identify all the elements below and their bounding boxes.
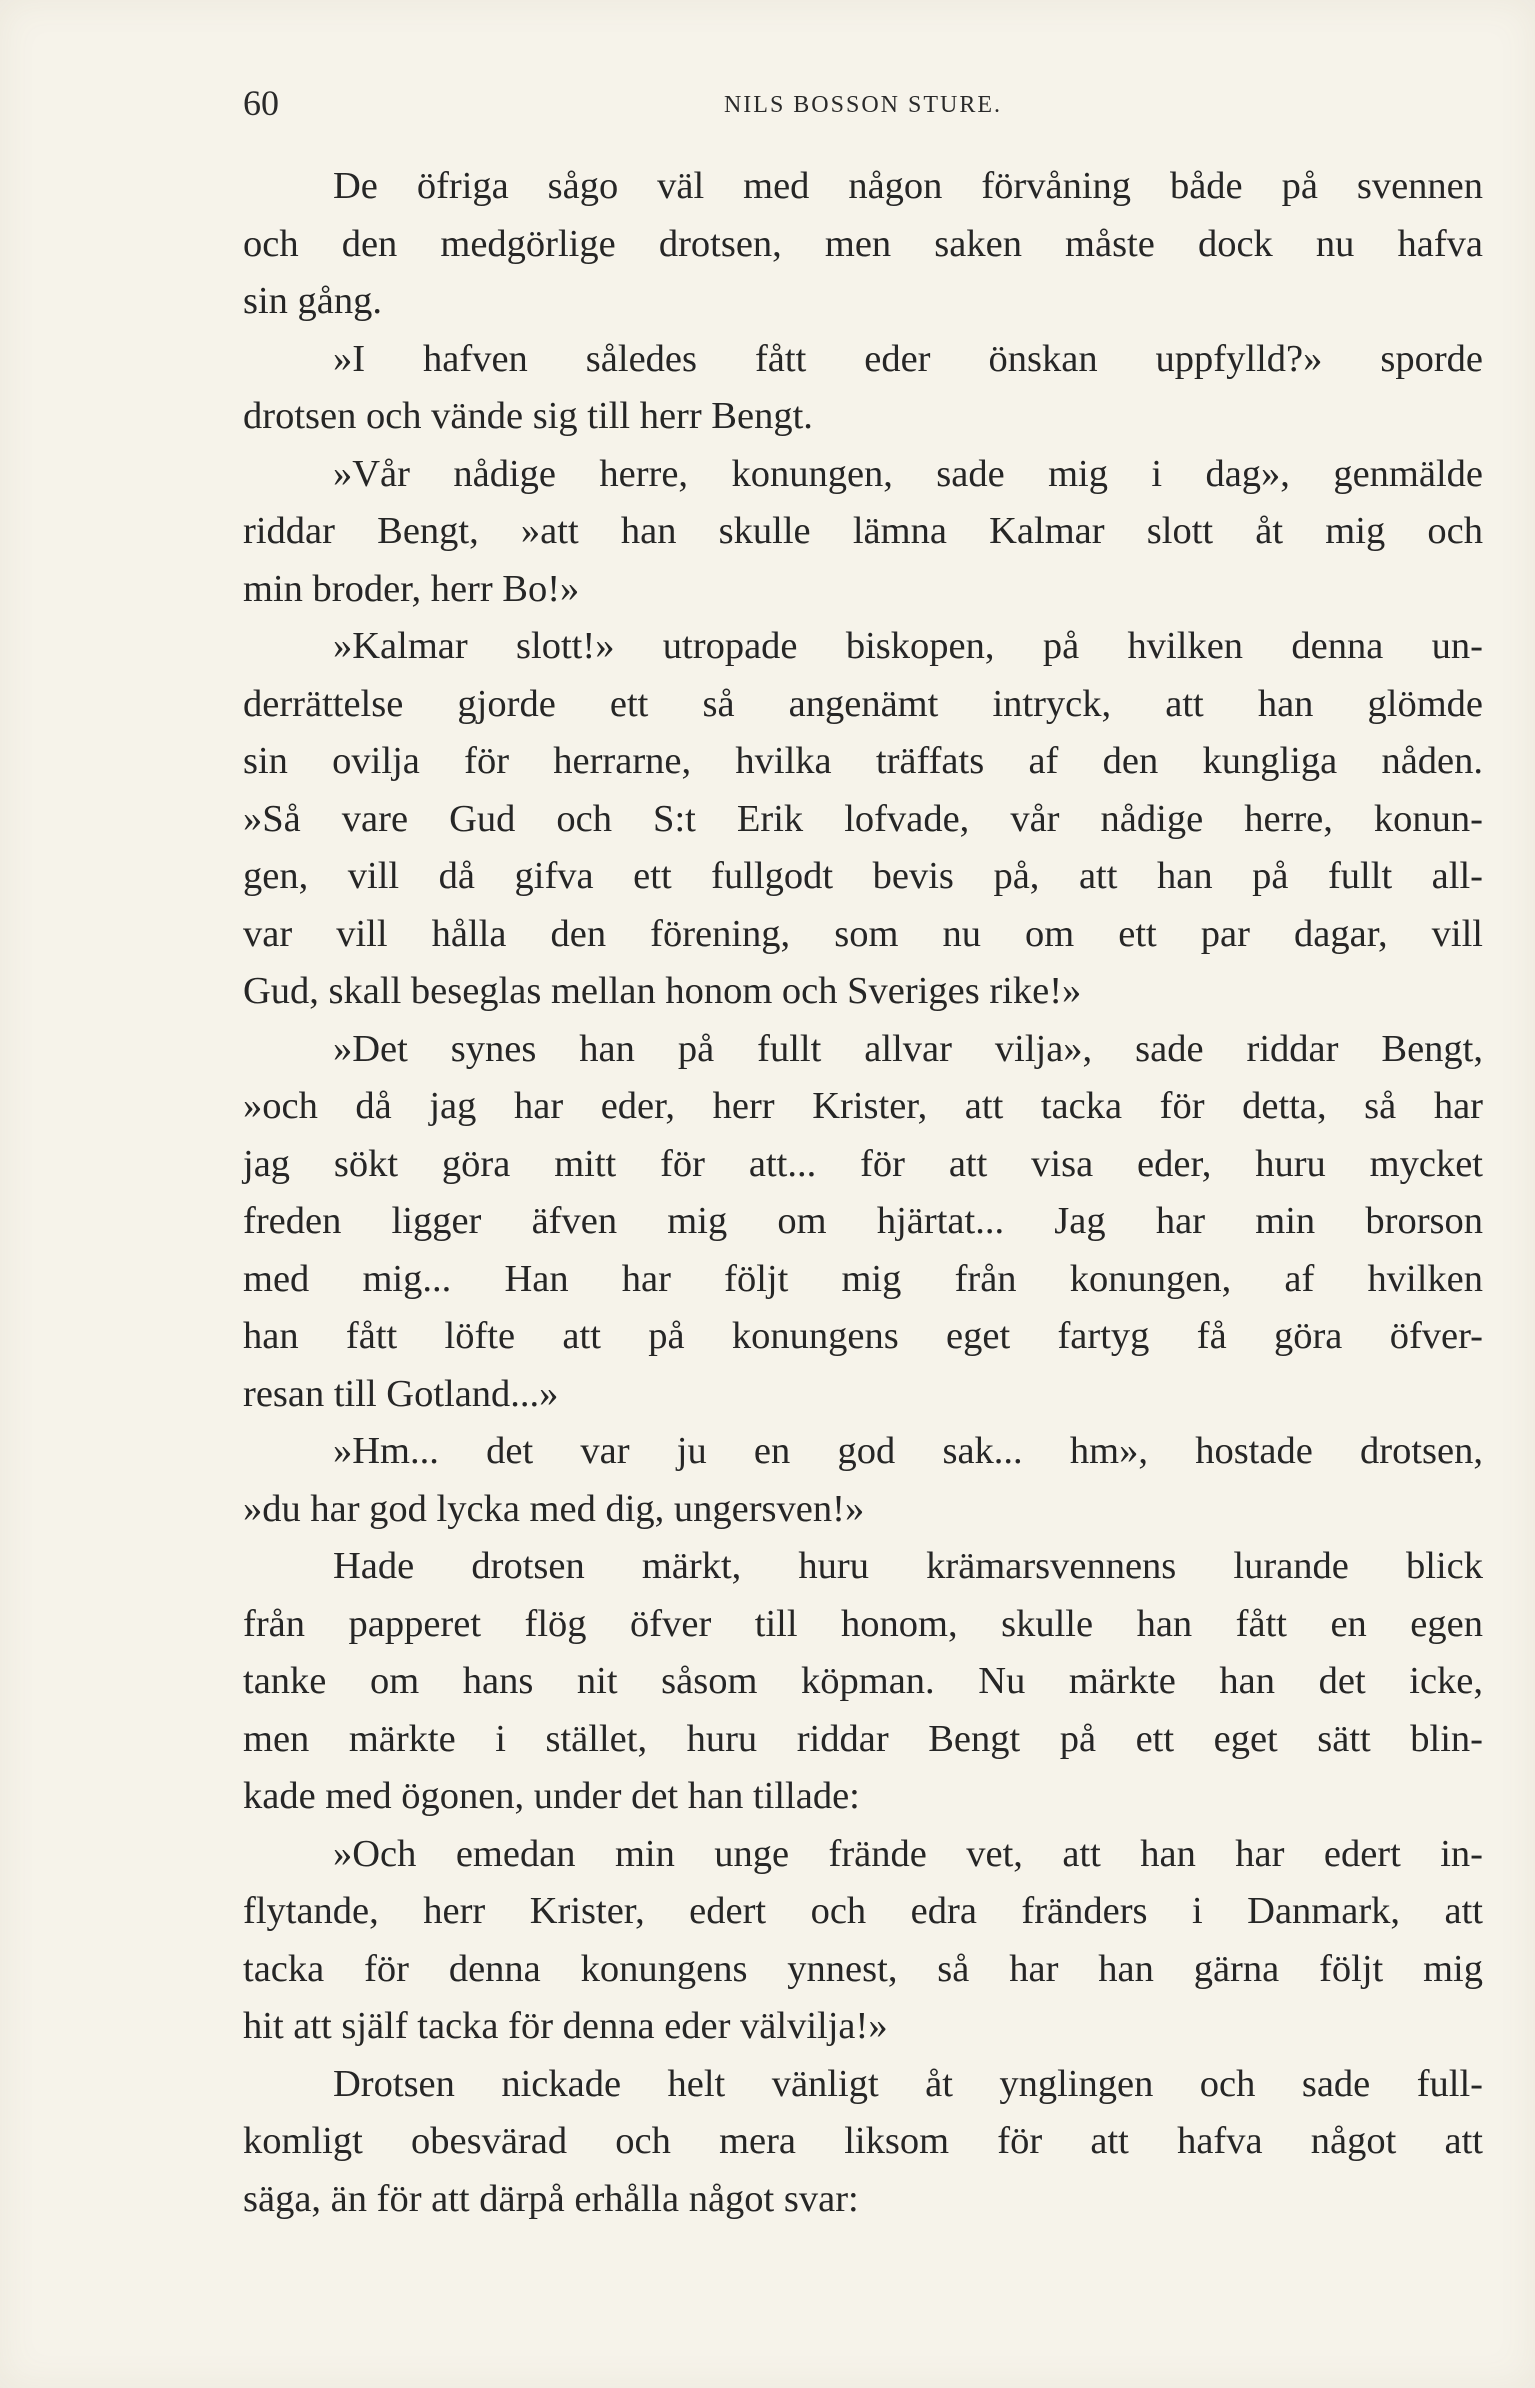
text-line: »Kalmar slott!» utropade biskopen, på hvilken denna un- xyxy=(333,625,1483,667)
text-line: men märkte i stället, huru riddar Bengt på ett eget sätt blin- xyxy=(243,1717,1483,1760)
body-text xyxy=(243,158,1483,2228)
text-line: hit att själf tacka för denna eder välvilja!» xyxy=(243,2005,888,2047)
text-line: »I hafven således fått eder önskan uppfylld?» sporde xyxy=(333,337,1483,380)
text-line: Hade drotsen märkt, huru krämarsvennens lurande blick xyxy=(333,1545,1483,1587)
text-line: tanke om hans nit såsom köpman. Nu märkte han det icke, xyxy=(243,1660,1483,1702)
text-line: och den medgörlige drotsen, men saken måste dock nu hafva xyxy=(243,222,1483,265)
text-line: från papperet flög öfver till honom, skulle han fått en egen xyxy=(243,1602,1483,1645)
text-line: »och då jag har eder, herr Krister, att tacka för detta, så har xyxy=(243,1085,1483,1127)
text-line: sin gång. xyxy=(243,280,383,322)
text-line: freden ligger äfven mig om hjärtat... Jag har min brorson xyxy=(243,1200,1483,1242)
text-line: kade med ögonen, under det han tillade: xyxy=(243,1775,860,1817)
text-line: gen, vill då gifva ett fullgodt bevis på, att han på fullt all- xyxy=(243,855,1483,897)
text-line: min broder, herr Bo!» xyxy=(243,567,580,610)
text-line: jag sökt göra mitt för att... för att visa eder, huru mycket xyxy=(243,1142,1483,1185)
text-line: »Det synes han på fullt allvar vilja», sade riddar Bengt, xyxy=(333,1027,1483,1070)
text-line: var vill hålla den förening, som nu om ett par dagar, vill xyxy=(243,912,1483,955)
text-line: Drotsen nickade helt vänligt åt ynglingen och sade full- xyxy=(333,2062,1483,2105)
text-line: riddar Bengt, »att han skulle lämna Kalmar slott åt mig och xyxy=(243,510,1483,552)
text-line: »Hm... det var ju en god sak... hm», hostade drotsen, xyxy=(333,1430,1483,1472)
text-line: resan till Gotland...» xyxy=(243,1372,559,1415)
text-line: derrättelse gjorde ett så angenämt intryck, att han glömde xyxy=(243,682,1483,725)
text-line: han fått löfte att på konungens eget fartyg få göra öfver- xyxy=(243,1315,1483,1357)
text-line: »Så vare Gud och S:t Erik lofvade, vår nådige herre, konun- xyxy=(243,797,1483,840)
page-header xyxy=(243,82,1483,122)
text-line: De öfriga sågo väl med någon förvåning både på svennen xyxy=(333,165,1483,207)
text-line: »Vår nådige herre, konungen, sade mig i dag», genmälde xyxy=(333,452,1483,495)
text-line: tacka för denna konungens ynnest, så har han gärna följt mig xyxy=(243,1947,1483,1990)
text-line: sin ovilja för herrarne, hvilka träffats af den kungliga nåden. xyxy=(243,740,1483,782)
text-line: flytande, herr Krister, edert och edra fränders i Danmark, att xyxy=(243,1890,1483,1932)
text-line: med mig... Han har följt mig från konungen, af hvilken xyxy=(243,1257,1483,1300)
text-line: drotsen och vände sig till herr Bengt. xyxy=(243,395,813,437)
text-line: Gud, skall beseglas mellan honom och Sveriges rike!» xyxy=(243,970,1082,1012)
text-line: säga, än för att därpå erhålla något svar: xyxy=(243,2177,859,2220)
text-line: komligt obesvärad och mera liksom för att hafva något att xyxy=(243,2120,1483,2162)
text-line: »du har god lycka med dig, ungersven!» xyxy=(243,1487,865,1530)
text-line: »Och emedan min unge frände vet, att han har edert in- xyxy=(333,1832,1483,1875)
running-title: NILS BOSSON STURE. xyxy=(723,92,1003,118)
page-number: 60 xyxy=(243,83,279,123)
